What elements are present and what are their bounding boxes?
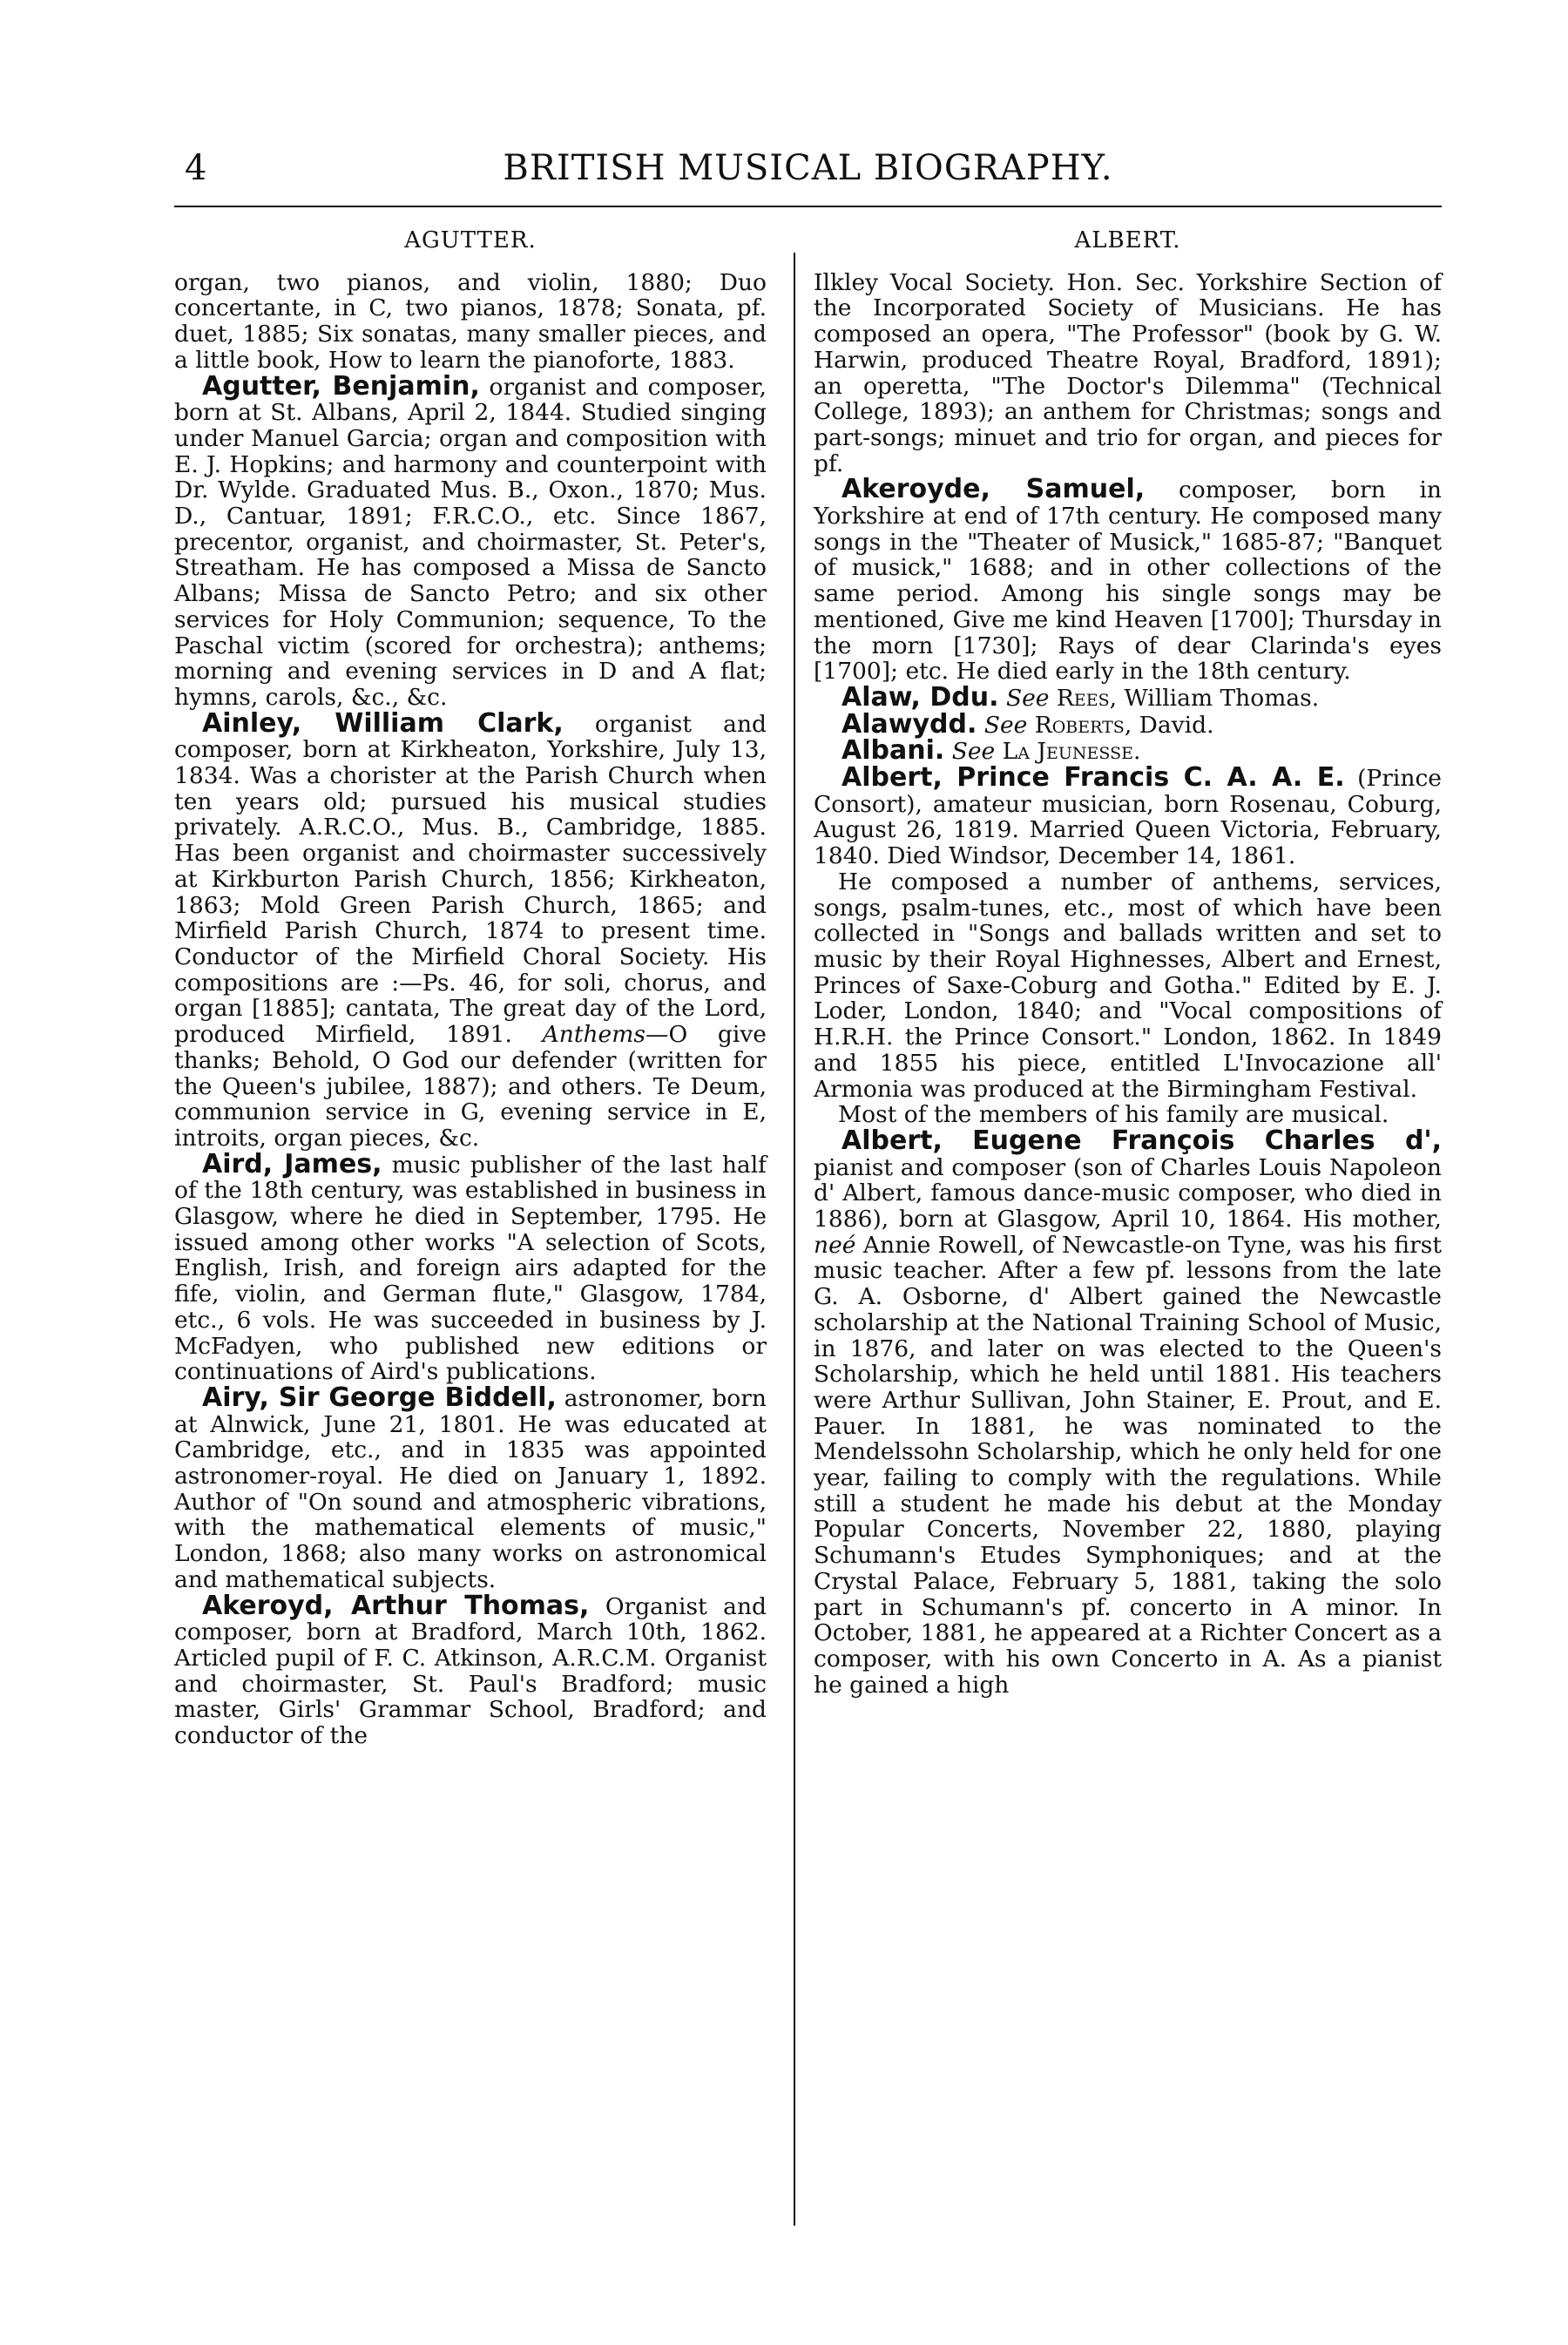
entry-text: Ilkley Vocal Society. Hon. Sec. Yorkshire Section of the Incorporated Society of Musicians. He has composed an opera, "The Professor" (book by G. W. Harwin, produced Theatre Royal, Bradford, 1891); an operetta, "The Doctor's Dilemma" (Technical College, 1893); an anthem for Christmas; songs and part-songs; minuet and trio for organ, and pieces for pf. — [814, 268, 1442, 477]
cross-reference: Roberts — [1034, 711, 1125, 739]
entry-text: pianist and composer (son of Charles Louis Napoleon d' Albert, famous dance-music composer, who died in 1886), born at Glasgow, April 10, 1864. His mother, — [814, 1153, 1442, 1233]
left-column — [174, 228, 767, 1749]
see-entry-alaw-ddu — [814, 681, 1442, 713]
entry-headword: Airy, Sir George Biddell, — [202, 1382, 557, 1413]
see-label: See — [983, 711, 1028, 739]
page-header — [174, 148, 1442, 200]
entry-ainley-william-clark — [174, 707, 767, 1152]
entry-text: Most of the members of his family are musical. — [838, 1101, 1389, 1129]
entry-paragraph — [814, 869, 1442, 1102]
entry-text-continued: Annie Rowell, of Newcastle-on Tyne, was his first music teacher. After a few pf. lessons from the late G. A. Osborne, d' Albert gained the Newcastle scholarship at the National Training School of Music, in 1876, and later on was elected to the Queen's Scholarship, which he held until 1881. His teachers were Arthur Sullivan, John Stainer, E. Prout, and E. Pauer. In 1881, he was nominated to the Mendelssohn Scholarship, which he only held for one year, failing to comply with the regulations. While still a student he made his debut at the Monday Popular Concerts, November 22, 1880, playing Schumann's Etudes Symphoniques; and at the Crystal Palace, February 5, 1881, taking the solo part in Schumann's pf. concerto in A minor. In October, 1881, he appeared at a Richter Concert as a composer, with his own Concerto in A. As a pianist he gained a high — [814, 1231, 1442, 1699]
entry-text: composer, born in Yorkshire at end of 17th century. He composed many songs in the "Theater of Musick," 1685-87; "Banquet of musick," 1688; and in other collections of the same period. Among his single songs may be mentioned, Give me kind Heaven [1700]; Thursday in the morn [1730]; Rays of dear Clarinda's eyes [1700]; etc. He died early in the 18th century. — [814, 476, 1442, 686]
entry-airy-george-biddell — [174, 1382, 767, 1593]
entry-continuation — [814, 270, 1442, 477]
entry-italic-word: neé — [814, 1231, 856, 1259]
header-rule — [174, 206, 1442, 207]
entry-italic-label: Anthems — [542, 1021, 645, 1049]
cross-reference-rest: , David. — [1124, 711, 1214, 739]
entry-text: organ, two pianos, and violin, 1880; Duo concertante, in C, two pianos, 1878; Sonata, pf. duet, 1885; Six sonatas, many smaller pieces, and a little book, How to learn the pianoforte, 1883. — [174, 268, 767, 374]
entry-continuation — [174, 270, 767, 374]
running-title: BRITISH MUSICAL BIOGRAPHY. — [503, 148, 1113, 188]
left-column-heading: AGUTTER. — [404, 227, 537, 253]
cross-reference-rest: . — [1132, 738, 1141, 766]
entry-headword: Alawydd. — [841, 708, 977, 740]
entry-headword: Akeroyd, Arthur Thomas, — [202, 1590, 590, 1621]
entry-headword: Ainley, William Clark, — [202, 707, 564, 739]
entry-text: organist and composer, born at St. Albans, April 2, 1844. Studied singing under Manuel Garcia; organ and composition with E. J. Hopkins; and harmony and counterpoint with Dr. Wylde. Graduated Mus. B., Oxon., 1870; Mus. D., Cantuar, 1891; F.R.C.O., etc. Since 1867, precentor, organist, and choirmaster, St. Peter's, Streatham. He has composed a Missa de Sancto Albans; Missa de Sancto Petro; and six other services for Holy Communion; sequence, To the Paschal victim (scored for orchestra); anthems; morning and evening services in D and A flat; hymns, carols, &c., &c. — [174, 373, 767, 711]
entry-headword: Albert, Prince Francis C. A. A. E. — [841, 762, 1345, 794]
entry-akeroyd-arthur-thomas — [174, 1590, 767, 1750]
see-entry-albani — [814, 735, 1442, 767]
see-label: See — [1005, 684, 1050, 712]
entry-text: music publisher of the last half of the 18th century, was established in business in Glasgow, where he died in September, 1795. He issued among other works "A selection of Scots, English, Irish, and foreign airs adapted for the fife, violin, and German flute," Glasgow, 1784, etc., 6 vols. He was succeeded in business by J. McFadyen, who published new editions or continuations of Aird's publications. — [174, 1151, 767, 1386]
entry-text: organist and composer, born at Kirkheaton, Yorkshire, July 13, 1834. Was a chorister at the Parish Church when ten years old; pursued his musical studies privately. A.R.C.O., Mus. B., Cambridge, 1885. Has been organist and choirmaster successively at Kirkburton Parish Church, 1856; Kirkheaton, 1863; Mold Green Parish Church, 1865; and Mirfield Parish Church, 1874 to present time. Conductor of the Mirfield Choral Society. His compositions are :—Ps. 46, for soli, chorus, and organ [1885]; cantata, The great day of the Lord, produced Mirfield, 1891. — [174, 710, 767, 1049]
entry-headword: Albani. — [841, 735, 945, 767]
entry-headword: Aird, James, — [202, 1148, 382, 1179]
entry-text-continued: —O give thanks; Behold, O God our defender (written for the Queen's jubilee, 1887); and others. Te Deum, communion service in G, evening service in E, introits, organ pieces, &c. — [174, 1021, 767, 1152]
entry-agutter-benjamin — [174, 370, 767, 711]
see-entry-alawydd — [814, 708, 1442, 740]
entry-text: astronomer, born at Alnwick, June 21, 1801. He was educated at Cambridge, etc., and in 1835 was appointed astronomer-royal. He died on January 1, 1892. Author of "On sound and atmospheric vibrations, with the mathematical elements of music," London, 1868; also many works on astronomical and mathematical subjects. — [174, 1384, 767, 1593]
entry-akeroyde-samuel — [814, 476, 1442, 685]
entry-paragraph — [814, 1102, 1442, 1128]
entry-albert-eugene — [814, 1125, 1442, 1699]
entry-headword: Alaw, Ddu. — [841, 681, 999, 713]
see-label: See — [951, 738, 996, 766]
cross-reference-rest: , William Thomas. — [1109, 684, 1320, 712]
entry-aird-james — [174, 1148, 767, 1386]
right-column-heading: ALBERT. — [1074, 227, 1181, 253]
entry-headword: Agutter, Benjamin, — [202, 370, 480, 402]
entry-headword: Albert, Eugene François Charles d', — [841, 1125, 1442, 1156]
entry-text: Organist and composer, born at Bradford, March 10th, 1862. Articled pupil of F. C. Atkinson, A.R.C.M. Organist and choirmaster, St. Paul's Bradford; music master, Girls' Grammar School, Bradford; and conductor of the — [174, 1592, 767, 1750]
cross-reference: La Jeunesse — [1002, 738, 1133, 766]
entry-text: He composed a number of anthems, services, songs, psalm-tunes, etc., most of which have been collected in "Songs and ballads written and set to music by their Royal Highnesses, Albert and Ernest, Princes of Saxe-Coburg and Gotha." Edited by E. J. Loder, London, 1840; and "Vocal compositions of H.R.H. the Prince Consort." London, 1862. In 1849 and 1855 his piece, entitled L'Invocazione all' Armonia was produced at the Birmingham Festival. — [814, 868, 1442, 1103]
entry-text: (Prince Consort), amateur musician, born Rosenau, Coburg, August 26, 1819. Married Queen Victoria, February, 1840. Died Windsor, December 14, 1861. — [814, 765, 1442, 870]
column-divider — [794, 253, 795, 2226]
right-column — [814, 228, 1442, 1698]
entry-headword: Akeroyde, Samuel, — [841, 474, 1146, 505]
entry-prince-albert — [814, 762, 1442, 870]
page-number: 4 — [185, 148, 207, 188]
cross-reference: Rees — [1056, 684, 1110, 712]
